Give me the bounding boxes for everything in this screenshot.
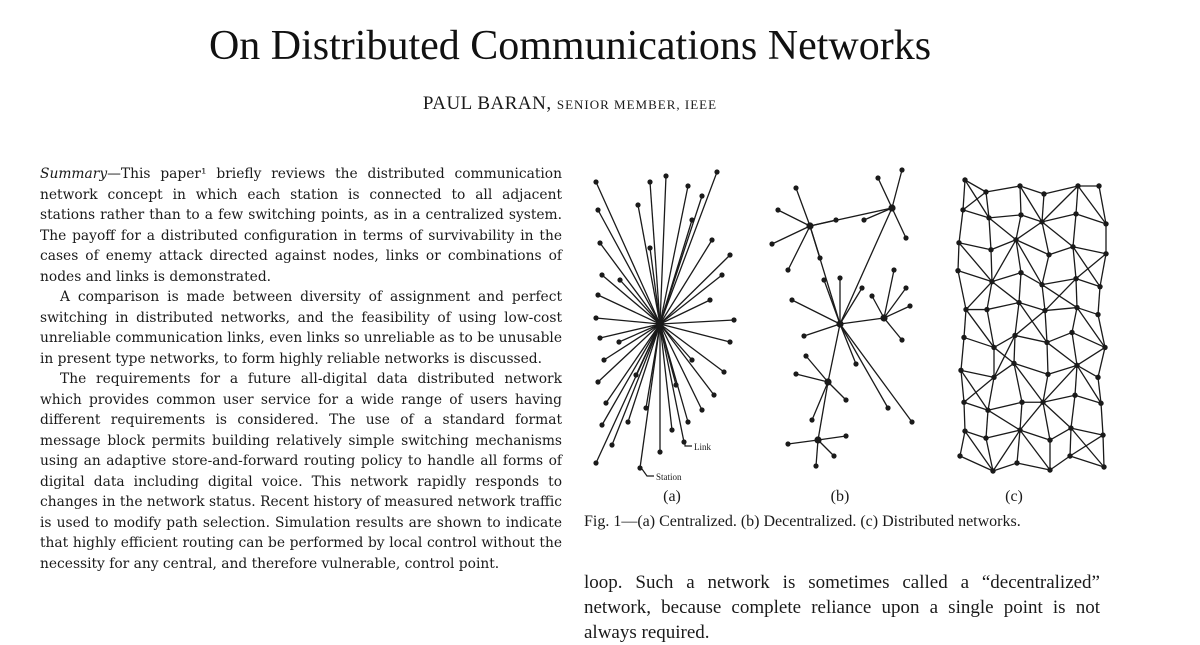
mesh-link [1042, 285, 1045, 311]
station-node [986, 215, 991, 220]
network-figure [584, 160, 1124, 510]
mesh-link [1103, 435, 1104, 467]
station-node [961, 335, 966, 340]
station-node [1100, 432, 1105, 437]
station-node [813, 463, 818, 468]
mesh-link [994, 347, 1014, 363]
mesh-link [1014, 363, 1048, 374]
author-line [0, 93, 1140, 115]
summary-label: Summary [40, 166, 108, 182]
local-link [810, 226, 820, 258]
station-node [599, 422, 604, 427]
abstract-paragraph-2: A comparison is made between diversity of assignment and perfect switching in distributed networks, and the feasibility of using low-cost unreliable communication links, even links so unreliable as to be unusable in present type networks, to form highly reliable networks is discussed. [40, 289, 562, 367]
mesh-link [1042, 186, 1078, 222]
mesh-link [988, 410, 1020, 430]
decentralized-network [769, 167, 914, 468]
mesh-link [964, 310, 966, 338]
station-node [1017, 183, 1022, 188]
station-node [853, 361, 858, 366]
station-node [1067, 453, 1072, 458]
station-node [958, 368, 963, 373]
abstract-text-1: —This paper¹ briefly reviews the distributed communication network concept in which each station is connected to all adjacent stations rather than to a few switching points, as in a centralized system. The payoff for a distributed configuration in terms of survivability in the cases of enemy attack directed against nodes, links or combinations of nodes and links is demonstrated. [40, 166, 562, 285]
station-node [721, 369, 726, 374]
spoke-link [660, 324, 714, 395]
local-link [818, 436, 846, 440]
station-node [803, 353, 808, 358]
station-node [1039, 282, 1044, 287]
local-link [892, 170, 902, 208]
local-link [810, 220, 836, 226]
author-name: PAUL BARAN, [422, 93, 552, 114]
station-node [843, 433, 848, 438]
station-node [595, 207, 600, 212]
station-pointer [642, 469, 654, 476]
station-node [1047, 437, 1052, 442]
station-node [727, 252, 732, 257]
mesh-link [1098, 287, 1100, 315]
mesh-link [1073, 214, 1076, 247]
mesh-link [1049, 247, 1073, 255]
station-node [731, 317, 736, 322]
station-node [991, 375, 996, 380]
station-node [699, 193, 704, 198]
mesh-link [1076, 186, 1078, 214]
mesh-link [1075, 365, 1077, 395]
mesh-link [1078, 186, 1106, 224]
station-node [633, 372, 638, 377]
station-node [984, 307, 989, 312]
local-link [772, 226, 810, 244]
station-node [775, 207, 780, 212]
station-node [875, 175, 880, 180]
mesh-link [1044, 186, 1078, 194]
station-node [1097, 284, 1102, 289]
spoke-link [660, 324, 730, 342]
station-node [657, 449, 662, 454]
spoke-link [598, 210, 660, 324]
mesh-link [1020, 402, 1043, 430]
station-node [1072, 393, 1077, 398]
mesh-link [1020, 402, 1022, 430]
station-node [956, 240, 961, 245]
station-node [669, 427, 674, 432]
station-node [709, 237, 714, 242]
station-node [1095, 375, 1100, 380]
station-node [681, 439, 686, 444]
station-node [1070, 244, 1075, 249]
station-node [1019, 400, 1024, 405]
central-hub [656, 320, 664, 328]
mesh-link [964, 402, 965, 431]
station-node [859, 285, 864, 290]
station-node [647, 245, 652, 250]
station-node [907, 303, 912, 308]
station-node [1101, 464, 1106, 469]
station-node [962, 177, 967, 182]
station-node [1018, 212, 1023, 217]
station-node [962, 428, 967, 433]
mesh-link [1101, 403, 1103, 435]
mesh-link [963, 180, 965, 210]
label-c: (c) [1005, 488, 1023, 505]
local-link [804, 324, 840, 336]
mesh-link [992, 282, 1019, 303]
station-node [616, 339, 621, 344]
station-node [603, 400, 608, 405]
local-link [806, 356, 828, 382]
mesh-link [1042, 214, 1076, 222]
mesh-link [1047, 342, 1077, 365]
centralized-network [593, 169, 736, 470]
station-node [789, 297, 794, 302]
network-diagram [584, 160, 1124, 510]
station-node [595, 379, 600, 384]
station-node [1073, 211, 1078, 216]
station-node [593, 460, 598, 465]
station-node [809, 417, 814, 422]
station-label: Station [656, 472, 682, 482]
label-b: (b) [830, 488, 850, 505]
station-node [899, 337, 904, 342]
mesh-link [1042, 194, 1044, 222]
station-node [769, 241, 774, 246]
mesh-link [961, 337, 964, 370]
station-node [989, 279, 994, 284]
mesh-link [964, 402, 988, 410]
mesh-link [986, 410, 988, 438]
station-node [988, 247, 993, 252]
mesh-link [1047, 332, 1072, 342]
station-node [625, 419, 630, 424]
station-node [685, 419, 690, 424]
mesh-link [1042, 255, 1049, 285]
trunk-link [840, 208, 892, 324]
station-node [727, 339, 732, 344]
mesh-link [991, 240, 1016, 250]
mesh-link [966, 310, 994, 348]
station-node [643, 405, 648, 410]
spoke-link [650, 182, 660, 324]
mesh-link [1045, 311, 1047, 343]
station-node [699, 407, 704, 412]
switching-node [806, 222, 813, 229]
station-node [617, 277, 622, 282]
mesh-link [1020, 186, 1021, 215]
trunk-link [818, 382, 828, 440]
station-node [1017, 427, 1022, 432]
local-link [840, 324, 856, 364]
mesh-link [987, 303, 1019, 310]
station-node [833, 217, 838, 222]
station-node [821, 277, 826, 282]
mesh-link [1014, 335, 1015, 363]
station-node [1012, 333, 1017, 338]
trunk-link [840, 318, 884, 324]
station-node [1073, 276, 1078, 281]
mesh-link [1019, 303, 1045, 311]
local-link [884, 318, 902, 340]
spoke-link [602, 275, 660, 324]
station-node [673, 382, 678, 387]
station-node [831, 453, 836, 458]
station-node [785, 267, 790, 272]
mesh-link [1076, 279, 1100, 287]
station-node [1074, 305, 1079, 310]
mesh-link [1015, 311, 1045, 336]
station-node [891, 267, 896, 272]
station-node [1046, 252, 1051, 257]
local-link [828, 382, 846, 400]
mesh-link [1019, 273, 1021, 303]
mesh-link [1072, 308, 1077, 333]
station-node [861, 217, 866, 222]
mesh-link [988, 402, 1022, 410]
station-node [1068, 425, 1073, 430]
distributed-network [955, 177, 1108, 473]
station-node [1069, 330, 1074, 335]
station-node [983, 435, 988, 440]
trunk-link [828, 324, 840, 382]
paper-title: On Distributed Communications Networks [208, 23, 932, 69]
station-node [985, 408, 990, 413]
station-node [711, 392, 716, 397]
body-text: loop. Such a network is sometimes called a “decentralized” network, because complete reliance upon a single point is not always required. [584, 572, 1100, 643]
station-node [593, 315, 598, 320]
mesh-link [959, 210, 963, 243]
mesh-link [993, 463, 1017, 471]
station-node [837, 275, 842, 280]
mesh-link [1072, 332, 1077, 365]
station-node [593, 179, 598, 184]
spoke-link [660, 320, 734, 324]
station-node [991, 345, 996, 350]
mesh-link [1015, 303, 1019, 336]
station-node [817, 255, 822, 260]
mesh-link [989, 218, 991, 250]
station-node [637, 465, 642, 470]
label-a: (a) [663, 488, 681, 505]
station-node [707, 297, 712, 302]
station-node [1096, 183, 1101, 188]
station-node [1014, 460, 1019, 465]
station-node [1040, 400, 1045, 405]
spoke-link [638, 205, 660, 324]
station-node [903, 285, 908, 290]
station-node [1018, 270, 1023, 275]
link-label: Link [694, 442, 711, 452]
mesh-link [1050, 428, 1071, 440]
local-link [816, 440, 818, 466]
station-node [885, 405, 890, 410]
mesh-link [1020, 186, 1042, 222]
station-node [785, 441, 790, 446]
station-node [793, 371, 798, 376]
local-link [872, 296, 884, 318]
station-node [1075, 183, 1080, 188]
station-node [1102, 345, 1107, 350]
local-link [892, 208, 906, 238]
station-node [1016, 300, 1021, 305]
local-link [796, 374, 828, 382]
local-link [840, 324, 888, 408]
mesh-link [989, 215, 1021, 218]
station-node [609, 442, 614, 447]
station-node [843, 397, 848, 402]
station-node [1039, 219, 1044, 224]
station-node [869, 293, 874, 298]
switching-node [814, 436, 821, 443]
figure-caption: Fig. 1—(a) Centralized. (b) Decentralized. (c) Distributed networks. [584, 513, 1021, 530]
station-node [1098, 401, 1103, 406]
mesh-link [958, 271, 966, 310]
mesh-link [991, 250, 992, 282]
station-node [1044, 340, 1049, 345]
mesh-link [989, 218, 1016, 240]
station-annotation [642, 469, 682, 482]
station-node [1042, 308, 1047, 313]
station-node [793, 185, 798, 190]
station-node [961, 400, 966, 405]
station-node [983, 189, 988, 194]
station-node [903, 235, 908, 240]
mesh-link [1050, 456, 1070, 470]
abstract-paragraph-1 [40, 164, 562, 287]
station-node [719, 272, 724, 277]
station-node [595, 292, 600, 297]
station-node [1103, 221, 1108, 226]
station-node [960, 207, 965, 212]
station-node [601, 357, 606, 362]
station-node [801, 333, 806, 338]
local-link [840, 288, 862, 324]
spoke-link [660, 324, 724, 372]
link-annotation [685, 440, 711, 452]
station-node [1103, 251, 1108, 256]
station-node [955, 268, 960, 273]
station-node [909, 419, 914, 424]
mesh-link [960, 431, 965, 456]
mesh-link [1076, 279, 1077, 308]
mesh-link [1070, 428, 1071, 456]
station-node [1074, 363, 1079, 368]
station-node [647, 179, 652, 184]
station-node [689, 357, 694, 362]
mesh-link [1071, 395, 1075, 428]
switching-node [888, 204, 895, 211]
mesh-link [1070, 435, 1103, 456]
station-node [1095, 312, 1100, 317]
station-node [1011, 361, 1016, 366]
station-node [597, 335, 602, 340]
station-node [899, 167, 904, 172]
station-node [597, 240, 602, 245]
local-link [878, 178, 892, 208]
station-node [689, 217, 694, 222]
mesh-link [1016, 222, 1042, 240]
mesh-link [961, 370, 994, 377]
author-role: SENIOR MEMBER, IEEE [556, 97, 718, 112]
mesh-link [1045, 308, 1077, 311]
abstract-paragraph-3: The requirements for a future all-digital data distributed network which provides common user service for a wide range of users having different requirements is considered. The use of a standard format message block permits building relatively simple switching mechanisms using an adaptive store-and-forward routing policy to handle all forms of digital data including digital voice. This network rapidly responds to changes in the network status. Recent history of measured network traffic is used to modify path selection. Simulation results are shown to indicate that highly efficient routing can be performed by local control without the necessity for any central, and therefore vulnerable, control point. [40, 371, 562, 572]
mesh-link [986, 186, 1020, 192]
station-node [685, 183, 690, 188]
spoke-link [600, 324, 660, 338]
station-node [1013, 237, 1018, 242]
local-link [788, 440, 818, 444]
station-node [957, 453, 962, 458]
station-node [635, 202, 640, 207]
local-link [812, 382, 828, 420]
switching-node [824, 378, 831, 385]
mesh-link [958, 243, 959, 271]
station-node [663, 173, 668, 178]
mesh-link [1019, 303, 1047, 343]
switching-node [836, 320, 843, 327]
station-node [714, 169, 719, 174]
station-node [599, 272, 604, 277]
station-node [990, 468, 995, 473]
mesh-link [1016, 215, 1021, 240]
station-node [1047, 467, 1052, 472]
switching-node [880, 314, 887, 321]
mesh-link [1047, 342, 1048, 374]
station-node [963, 307, 968, 312]
abstract [40, 164, 562, 574]
station-node [1041, 191, 1046, 196]
station-node [1045, 372, 1050, 377]
local-link [788, 226, 810, 270]
mesh-link [1073, 247, 1106, 254]
